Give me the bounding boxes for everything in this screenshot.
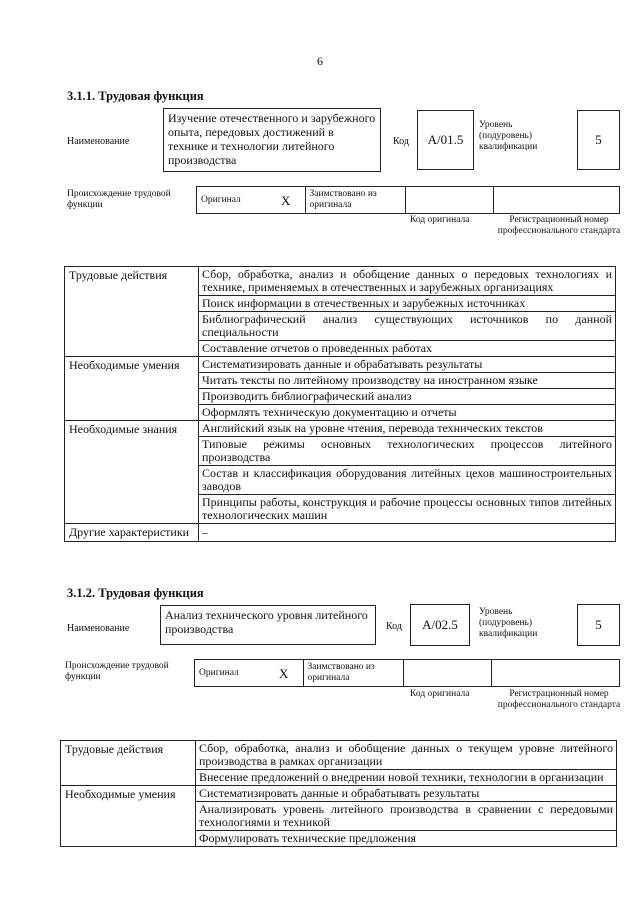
origin-table — [196, 186, 620, 214]
reg-number-cell — [492, 660, 620, 687]
section-title: 3.1.1. Трудовая функция — [67, 89, 204, 103]
section-title: 3.1.2. Трудовая функция — [67, 586, 204, 600]
code-box: A/01.5 — [417, 110, 474, 170]
table-cell: Составление отчетов о проведенных работах — [199, 341, 616, 357]
table-cell: Состав и классификация оборудования литейных цехов машиностроительных заводов — [199, 466, 616, 495]
table-cell: Библиографический анализ существующих источников по данной специальности — [199, 312, 616, 341]
table-cell: Английский язык на уровне чтения, перевода технических текстов — [199, 421, 616, 437]
table-cell: Формулировать технические предложения — [196, 831, 617, 847]
name-label: Наименование — [67, 136, 130, 147]
borrowed-label: Заимствовано из оригинала — [305, 187, 406, 214]
group-label: Необходимые умения — [65, 357, 199, 421]
code-original-cell — [406, 187, 494, 214]
code-original-label: Код оригинала — [410, 689, 470, 699]
code-original-cell — [404, 660, 492, 687]
origin-label: Происхождение трудовой функции — [65, 661, 169, 682]
function-table — [60, 740, 617, 847]
borrowed-label: Заимствовано из оригинала — [303, 660, 404, 687]
level-label: Уровень (подуровень) квалификации — [479, 120, 538, 152]
group-label: Трудовые действия — [65, 267, 199, 357]
reg-number-label: Регистрационный номер профессионального стандарта — [497, 215, 621, 236]
origin-table — [194, 659, 620, 687]
code-label: Код — [386, 621, 402, 632]
reg-number-cell — [494, 187, 620, 214]
level-box: 5 — [577, 110, 620, 170]
function-name-box: Анализ технического уровня литейного производства — [160, 605, 376, 645]
function-name-box: Изучение отечественного и зарубежного опыта, передовых достижений в технике и технологии литейного производства — [163, 108, 381, 172]
table-cell: Поиск информации в отечественных и зарубежных источниках — [199, 296, 616, 312]
table-cell: Сбор, обработка, анализ и обобщение данных о передовых технологиях и технике, применяемых в отечественных и зарубежных организациях — [199, 267, 616, 296]
page-number: 6 — [317, 54, 323, 68]
original-label: Оригинал — [197, 187, 267, 214]
level-box: 5 — [577, 604, 620, 646]
table-cell: Принципы работы, конструкция и рабочие процессы основных типов литейных технологических машин — [199, 495, 616, 524]
table-cell: Производить библиографический анализ — [199, 389, 616, 405]
table-cell: Оформлять техническую документацию и отчеты — [199, 405, 616, 421]
code-label: Код — [393, 136, 409, 147]
level-label: Уровень (подуровень) квалификации — [479, 607, 538, 639]
function-table — [64, 266, 616, 542]
original-mark: X — [267, 187, 305, 214]
table-cell: – — [199, 524, 616, 542]
original-label: Оригинал — [195, 660, 265, 687]
table-cell: Читать тексты по литейному производству на иностранном языке — [199, 373, 616, 389]
origin-label: Происхождение трудовой функции — [67, 189, 171, 210]
code-original-label: Код оригинала — [410, 215, 470, 225]
code-box: A/02.5 — [410, 604, 470, 646]
group-label: Необходимые знания — [65, 421, 199, 524]
table-cell: Сбор, обработка, анализ и обобщение данных о текущем уровне литейного производства в рамках организации — [196, 741, 617, 770]
reg-number-label: Регистрационный номер профессионального стандарта — [497, 689, 621, 710]
table-cell: Систематизировать данные и обрабатывать результаты — [196, 786, 617, 802]
table-cell: Типовые режимы основных технологических процессов литейного производства — [199, 437, 616, 466]
table-cell: Внесение предложений о внедрении новой техники, технологии в организации — [196, 770, 617, 786]
group-label: Трудовые действия — [61, 741, 196, 786]
name-label: Наименование — [67, 623, 130, 634]
table-cell: Систематизировать данные и обрабатывать результаты — [199, 357, 616, 373]
group-label: Другие характеристики — [65, 524, 199, 542]
original-mark: X — [265, 660, 303, 687]
group-label: Необходимые умения — [61, 786, 196, 847]
table-cell: Анализировать уровень литейного производства в сравнении с передовыми технологиями и техникой — [196, 802, 617, 831]
